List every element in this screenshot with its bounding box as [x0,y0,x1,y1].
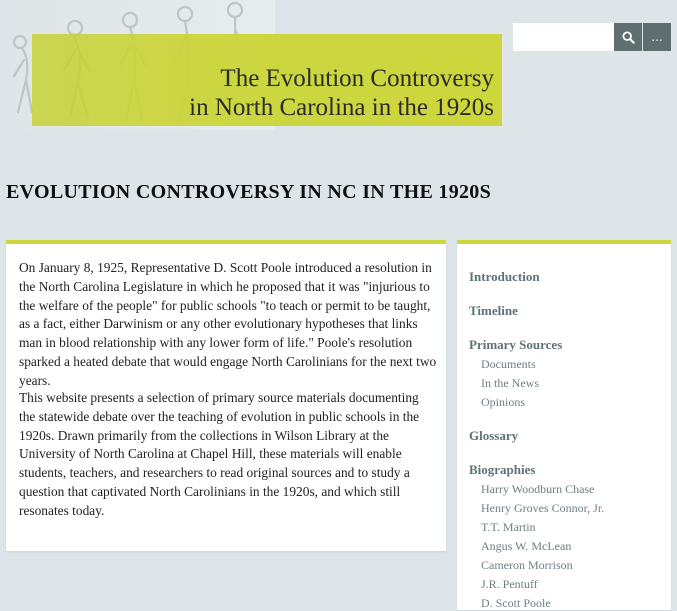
main-content-card [6,240,446,551]
nav-bio-martin[interactable]: T.T. Martin [481,520,536,534]
nav-documents[interactable]: Documents [481,357,536,371]
nav-in-the-news[interactable]: In the News [481,376,539,390]
intro-paragraph-1: On January 8, 1925, Representative D. Scott Poole introduced a resolution in the North Carolina Legislature in which he proposed that it was "injurious to the welfare of the people" for public schools "to teach or permit to be taught, as a fact, either Darwinism or any other evolutionary hypotheses that links man in blood relationship with any lower form of life." Poole's resolution sparked a heated debate that would engage North Carolinians for the next two years. [19,260,437,388]
page-title: EVOLUTION CONTROVERSY IN NC IN THE 1920S [6,181,492,203]
nav-bio-mclean[interactable]: Angus W. McLean [481,539,572,553]
more-button[interactable] [643,23,671,51]
site-title [189,64,494,122]
header-banner[interactable] [0,0,505,130]
intro-paragraph-2: This website presents a selection of primary source materials documenting the statewide debate over the teaching of evolution in public schools in the 1920s. Drawn primarily from the collections in Wilson Library at the University of North Carolina at Chapel Hill, these materials will enable students, teachers, and researchers to read original sources and to study a question that captivated North Carolinians in the 1920s, and which still resonates today. [19,390,420,518]
sidebar-nav [457,240,671,610]
nav-timeline[interactable]: Timeline [469,303,518,318]
nav-primary-sources[interactable]: Primary Sources [469,337,563,352]
nav-biographies[interactable]: Biographies [469,462,536,477]
banner-title-box [32,34,502,126]
site-title-line2: in North Carolina in the 1920s [189,94,494,121]
nav-glossary[interactable]: Glossary [469,428,519,443]
nav-bio-chase[interactable]: Harry Woodburn Chase [481,482,595,496]
nav-bio-pentuff[interactable]: J.R. Pentuff [481,577,538,591]
more-icon: ... [651,30,663,44]
nav-introduction[interactable]: Introduction [469,269,540,284]
nav-bio-connor[interactable]: Henry Groves Connor, Jr. [481,501,605,515]
nav-bio-poole[interactable]: D. Scott Poole [481,596,551,610]
nav-bio-morrison[interactable]: Cameron Morrison [481,558,573,572]
search-icon [622,31,635,44]
search-bar [513,23,671,51]
search-button[interactable] [614,23,642,51]
search-input[interactable] [513,23,614,51]
nav-opinions[interactable]: Opinions [481,395,526,409]
site-title-line1: The Evolution Controversy [220,65,494,92]
